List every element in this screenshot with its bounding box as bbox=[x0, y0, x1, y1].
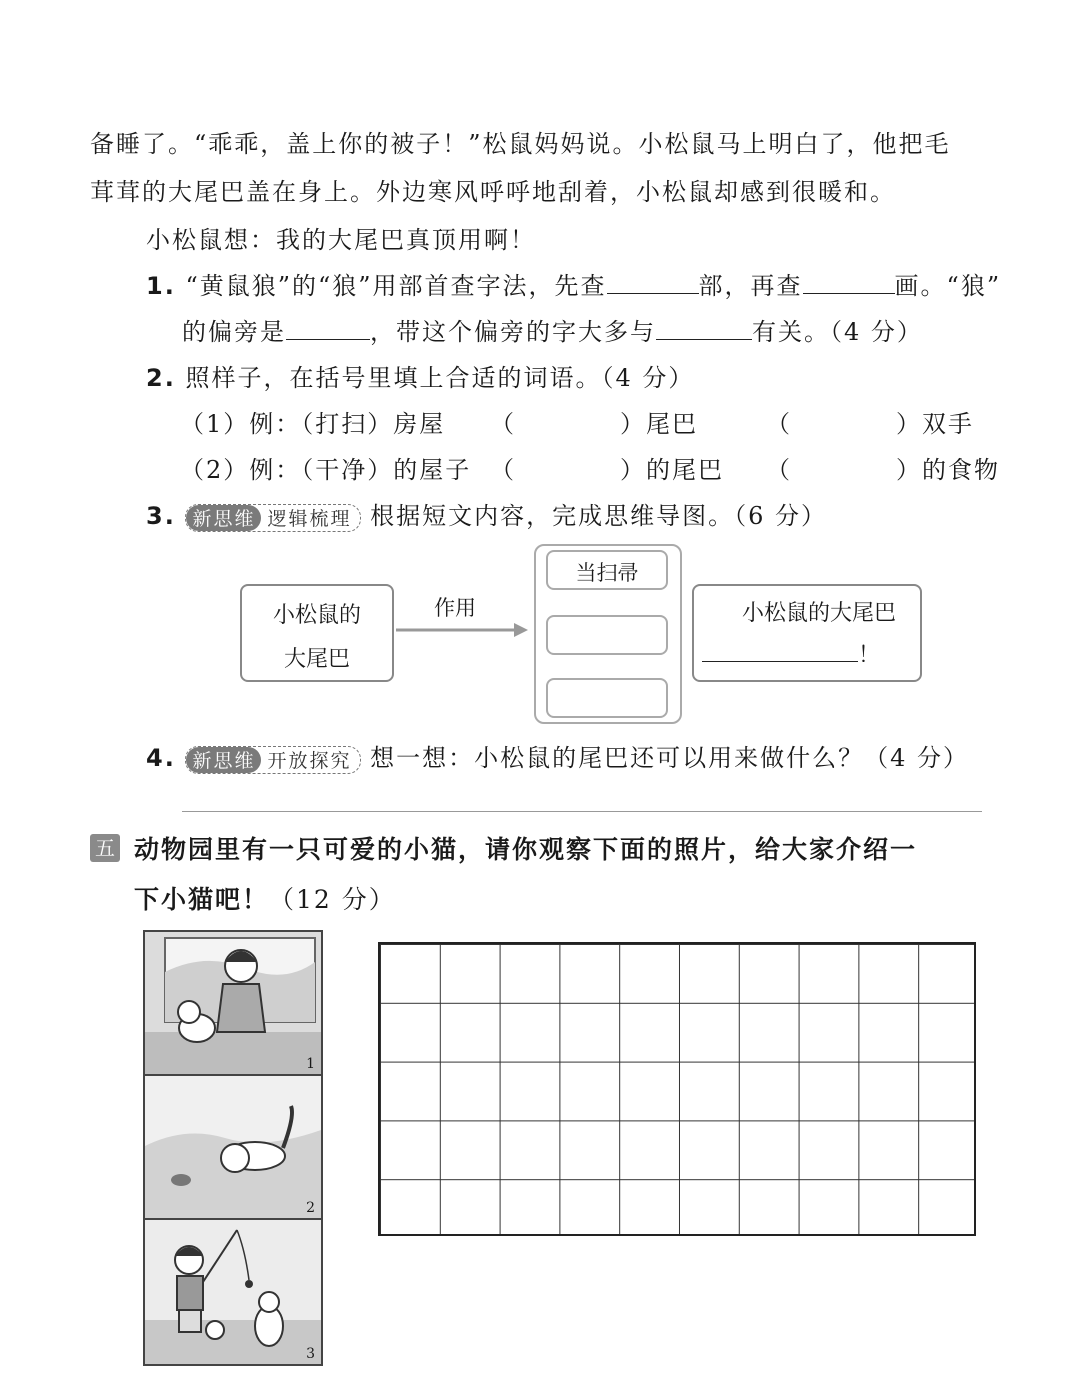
answer-blank[interactable] bbox=[286, 338, 370, 340]
picture-number: 3 bbox=[306, 1346, 315, 1362]
mindmap-left-box bbox=[240, 584, 394, 682]
picture-number: 2 bbox=[306, 1200, 315, 1216]
tag-light-label: 逻辑梳理 bbox=[267, 508, 352, 530]
tag-dark-label: 新思维 bbox=[186, 747, 261, 773]
section-5-score: （12 分） bbox=[269, 885, 396, 914]
arrow-right-icon bbox=[394, 620, 534, 640]
question-3 bbox=[146, 496, 827, 532]
answer-blank[interactable] bbox=[607, 292, 699, 294]
section-5-title-line-2 bbox=[134, 880, 396, 916]
question-1-cont bbox=[182, 312, 923, 347]
q2-example-1: （1）例：（打扫）房屋 bbox=[180, 410, 446, 438]
question-number: 3. bbox=[146, 502, 176, 530]
question-number: 2. bbox=[146, 364, 176, 392]
mindmap-item-1 bbox=[546, 550, 668, 590]
writing-grid[interactable] bbox=[378, 942, 976, 1236]
mindmap-right-text: 小松鼠的大尾巴 bbox=[742, 601, 897, 626]
passage-line-3: 小松鼠想：我的大尾巴真顶用啊！ bbox=[146, 226, 536, 254]
question-text: 画。“狼” bbox=[894, 272, 1002, 300]
divider bbox=[182, 811, 982, 812]
cat-mouse-illustration-icon bbox=[145, 1076, 321, 1218]
girl-cat-illustration-icon bbox=[145, 932, 321, 1074]
question-text: 根据短文内容，完成思维导图。（6 分） bbox=[370, 502, 828, 530]
arrow-label: 作用 bbox=[434, 596, 476, 620]
answer-blank[interactable] bbox=[702, 660, 858, 662]
new-thinking-tag bbox=[185, 746, 360, 774]
q2-blank-1a[interactable]: （ ）尾巴 bbox=[490, 410, 698, 438]
question-number: 1. bbox=[146, 272, 176, 300]
passage-line-2: 茸茸的大尾巴盖在身上。外边寒风呼呼地刮着，小松鼠却感到很暖和。 bbox=[90, 178, 896, 206]
question-4 bbox=[146, 738, 969, 774]
question-text: 想一想：小松鼠的尾巴还可以用来做什么？（4 分） bbox=[370, 744, 970, 772]
question-text: 部，再查 bbox=[698, 272, 803, 300]
mindmap-left-text-1: 小松鼠的 bbox=[272, 603, 361, 628]
tag-dark-label: 新思维 bbox=[186, 505, 261, 531]
answer-blank[interactable] bbox=[656, 338, 752, 340]
picture-number: 1 bbox=[306, 1056, 315, 1072]
q2-blank-1b[interactable]: （ ）双手 bbox=[766, 410, 974, 438]
q2-blank-2b[interactable]: （ ）的食物 bbox=[766, 456, 1000, 484]
mindmap-right-box bbox=[692, 584, 922, 682]
question-2 bbox=[146, 358, 694, 393]
section-5-title-line-1: 动物园里有一只可爱的小猫，请你观察下面的照片，给大家介绍一 bbox=[134, 835, 918, 864]
mindmap-item-1-text: 当扫帚 bbox=[575, 561, 639, 585]
exclamation: ！ bbox=[858, 643, 881, 668]
boy-cat-illustration-icon bbox=[145, 1220, 321, 1364]
mindmap-item-2-blank[interactable] bbox=[546, 615, 668, 655]
new-thinking-tag bbox=[185, 504, 360, 532]
picture-2-cat-and-mouse bbox=[143, 1074, 323, 1220]
picture-3-boy-playing-with-cat bbox=[143, 1218, 323, 1366]
question-text: 有关。（4 分） bbox=[752, 318, 923, 346]
answer-blank[interactable] bbox=[803, 292, 895, 294]
picture-1-girl-trimming-cat bbox=[143, 930, 323, 1076]
mindmap-left-text-2: 大尾巴 bbox=[283, 647, 350, 672]
mindmap-right-answer[interactable] bbox=[702, 638, 880, 669]
question-text: 照样子，在括号里填上合适的词语。（4 分） bbox=[185, 364, 695, 392]
question-text: 的偏旁是 bbox=[182, 318, 286, 346]
question-text: ，带这个偏旁的字大多与 bbox=[370, 318, 656, 346]
q2-example-2: （2）例：（干净）的屋子 bbox=[180, 456, 472, 484]
section-5-prompt: 下小猫吧！ bbox=[134, 885, 270, 914]
mindmap-item-3-blank[interactable] bbox=[546, 678, 668, 718]
passage-line-1: 备睡了。“乖乖，盖上你的被子！”松鼠妈妈说。小松鼠马上明白了，他把毛 bbox=[90, 130, 951, 158]
question-number: 4. bbox=[146, 744, 176, 772]
question-1 bbox=[146, 266, 1001, 301]
q2-blank-2a[interactable]: （ ）的尾巴 bbox=[490, 456, 724, 484]
question-text: “黄鼠狼”的“狼”用部首查字法，先查 bbox=[185, 272, 607, 300]
section-5-icon bbox=[90, 834, 120, 862]
tag-light-label: 开放探究 bbox=[267, 750, 352, 772]
section-number-icon: 五 bbox=[90, 834, 120, 862]
